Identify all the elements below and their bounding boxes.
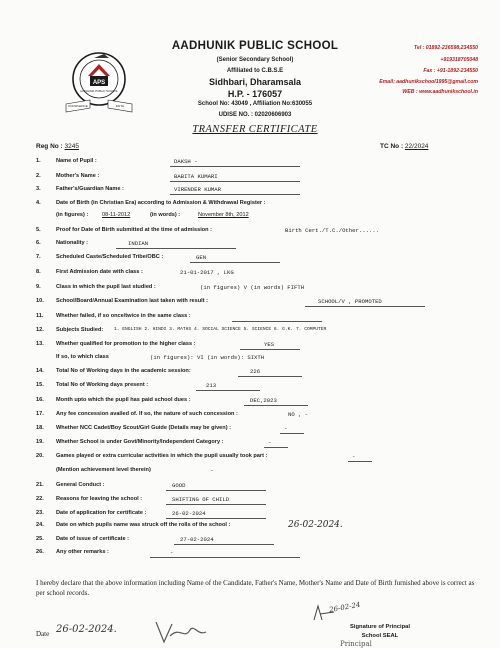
first-admission-value: 21-01-2017 , LKG <box>180 269 234 276</box>
field-row <box>0 496 500 508</box>
school-name: AADHUNIK PUBLIC SCHOOL <box>171 40 339 52</box>
field-row <box>0 411 500 423</box>
last-exam-value: SCHOOL/V , PROMOTED <box>318 298 382 305</box>
contact-tel2: +919318705048 <box>440 57 478 63</box>
reg-number <box>36 143 79 150</box>
field-row <box>0 298 500 310</box>
field-row <box>0 382 500 394</box>
field-number: 2. <box>36 173 41 179</box>
field-row <box>0 158 500 170</box>
field-row-sub <box>0 467 500 479</box>
field-row <box>0 453 500 465</box>
field-label: Scheduled Caste/Scheduled Tribe/OBC : <box>56 254 164 260</box>
field-number: 18. <box>36 425 44 431</box>
field-number: 8. <box>36 269 41 275</box>
field-row <box>0 269 500 281</box>
field-label: Reasons for leaving the school : <box>56 496 143 502</box>
dob-figures-value: 08-11-2012 <box>102 212 131 218</box>
father-name-value: VIRENDER KUMAR <box>174 186 221 193</box>
field-label: Date on which pupils name was struck off the rolls of the school : <box>56 522 231 528</box>
days-present-value: 213 <box>206 382 217 389</box>
field-row <box>0 240 500 252</box>
field-label: Whether School is under Govt/Minority/Independent Category : <box>56 439 224 445</box>
field-number: 20. <box>36 453 44 459</box>
field-number: 22. <box>36 496 44 502</box>
field-label: Date of application for certificate : <box>56 510 147 516</box>
field-number: 3. <box>36 186 41 192</box>
tc-label: TC No : <box>380 143 404 150</box>
field-label: School/Board/Annual Examination last taken with result : <box>56 298 208 304</box>
field-row <box>0 200 500 212</box>
certificate-title: TRANSFER CERTIFICATE <box>192 124 318 135</box>
field-number: 21. <box>36 482 44 488</box>
school-affiliation: Affiliated to C.B.S.E <box>226 68 284 74</box>
field-label: Date of Birth (in Christian Era) according to Admission & Withdrawal Register : <box>56 200 266 206</box>
field-label: Games played or extra curricular activities in which the pupil usually took part : <box>56 453 268 459</box>
field-row <box>0 173 500 185</box>
udise-number: UDISE NO. : 02020606903 <box>218 112 292 118</box>
school-subtitle: (Senior Secondary School) <box>216 57 294 63</box>
contact-fax: Fax : +91-1892-234550 <box>423 68 478 74</box>
field-label: Month upto which the pupil has paid school dues : <box>56 397 191 403</box>
field-row <box>0 482 500 494</box>
application-date-value: 26-02-2024 <box>172 510 206 517</box>
contact-email: Email: aadhunikschool1995@gmail.com <box>379 79 478 85</box>
field-row <box>0 397 500 409</box>
field-row <box>0 536 500 548</box>
category-value: GEN <box>196 254 207 261</box>
field-label: General Conduct : <box>56 482 105 488</box>
field-label: Whether NCC Cadet/Boy Scout/Girl Guide (Details may be given) : <box>56 425 231 431</box>
field-row <box>0 186 500 198</box>
field-number: 26. <box>36 549 44 555</box>
achievement-label: (Mention achievement level therein) <box>56 467 151 473</box>
school-logo <box>60 46 138 120</box>
field-label: Proof for Date of Birth submitted at the time of admission : <box>56 227 213 233</box>
class-teacher-signature <box>150 616 210 646</box>
field-label: Whether qualified for promotion to the higher class : <box>56 341 196 347</box>
field-number: 12. <box>36 327 44 333</box>
field-number: 11. <box>36 313 44 319</box>
field-label: Total No of Working days present : <box>56 382 149 388</box>
school-category-value: - <box>268 439 272 446</box>
tc-number <box>380 143 428 150</box>
field-label: Father's/Guardian Name : <box>56 186 124 192</box>
tc-value: 22/2024 <box>404 143 429 150</box>
principal-stamp: Principal <box>340 640 372 648</box>
field-number: 13. <box>36 341 44 347</box>
field-row <box>0 549 500 561</box>
contact-web: WEB : www.aadhunikschool.in <box>402 89 478 95</box>
dob-words-label: (in words) : <box>150 212 181 218</box>
reg-label: Reg No : <box>36 143 63 150</box>
field-row <box>0 510 500 522</box>
field-label: Any other remarks : <box>56 549 109 555</box>
field-row <box>0 425 500 437</box>
field-label: Total No of Working days in the academic session: <box>56 368 191 374</box>
field-number: 25. <box>36 536 44 542</box>
school-location: Sidhbari, Dharamsala <box>208 77 302 87</box>
ncc-value: - <box>284 425 288 432</box>
dob-words-value: November 8th, 2012 <box>198 212 249 218</box>
field-row <box>0 439 500 451</box>
field-number: 1. <box>36 158 41 164</box>
dob-proof-value: Birth Cert./T.C./Other...... <box>285 227 379 234</box>
field-label: First Admission date with class : <box>56 269 143 275</box>
issue-date-value: 27-02-2024 <box>180 536 214 543</box>
field-number: 19. <box>36 439 44 445</box>
leaving-reason-value: SHIFTING OF CHILD <box>172 496 230 503</box>
logo-banner-right: FAITH <box>115 104 125 108</box>
signature-title: Signature of Principal <box>350 624 410 630</box>
field-label: Whether failed, if so once/twice in the same class : <box>56 313 191 319</box>
dues-paid-value: DEC,2023 <box>250 397 277 404</box>
subjects-value: 1. ENGLISH 2. HINDI 3. MATHS 4. SOCIAL SCIENCE 5. SCIENCE 6. G.K. 7. COMPUTER <box>114 327 327 332</box>
field-label: Date of issue of certificate : <box>56 536 130 542</box>
fee-concession-value: NO , - <box>288 411 309 418</box>
remarks-value: - <box>170 549 174 556</box>
field-label: Mother's Name : <box>56 173 100 179</box>
field-number: 24. <box>36 522 44 528</box>
principal-sign-stroke <box>312 604 342 622</box>
date-label: Date <box>36 630 50 638</box>
field-number: 4. <box>36 200 41 206</box>
field-label: Subjects Studied: <box>56 327 104 333</box>
field-number: 23. <box>36 510 44 516</box>
school-numbers: School No: 43049 , Affiliation No:630055 <box>197 101 313 107</box>
school-seal: School SEAL <box>361 633 399 639</box>
field-number: 5. <box>36 227 41 233</box>
achievement-value: - <box>210 467 214 474</box>
field-label: Class in which the pupil last studied : <box>56 284 156 290</box>
field-number: 6. <box>36 240 41 246</box>
games-value: - <box>352 453 356 460</box>
contact-tel: Tel : 01892-236598,234550 <box>413 45 478 51</box>
pupil-name-value: DAKSH - <box>174 158 198 165</box>
reg-value: 3245 <box>64 143 80 150</box>
logo-banner-left: KNOWLEDGE <box>68 104 88 108</box>
field-number: 15. <box>36 382 44 388</box>
field-label: Any fee concession availed of. If so, the nature of such concession : <box>56 411 238 417</box>
last-class-value: (in figures) V (in words) FIFTH <box>200 284 305 291</box>
field-row <box>0 368 500 380</box>
field-number: 16. <box>36 397 44 403</box>
field-row <box>0 327 500 339</box>
principal-sign-date: 26-02-24 <box>328 600 361 615</box>
field-number: 14. <box>36 368 44 374</box>
struck-off-date-value: 26-02-2024. <box>288 520 343 530</box>
field-row <box>0 313 500 325</box>
nationality-value: INDIAN <box>128 240 149 247</box>
field-label: Nationality : <box>56 240 89 246</box>
working-days-value: 226 <box>250 368 261 375</box>
conduct-value: GOOD <box>172 482 186 489</box>
field-number: 7. <box>36 254 41 260</box>
logo-initials: APS <box>92 80 106 86</box>
school-pin: H.P. - 176057 <box>227 89 283 99</box>
field-row-sub <box>0 212 500 224</box>
promotion-class-value: (in figures): VI (in words): SIXTH <box>150 354 265 361</box>
promotion-value: YES <box>264 341 275 348</box>
field-row <box>0 227 500 239</box>
logo-ring-text: AADHUNIK PUBLIC SCHOOL <box>80 89 118 93</box>
field-number: 10. <box>36 298 44 304</box>
dob-figures-label: (in figures) : <box>56 212 89 218</box>
field-label: Name of Pupil : <box>56 158 97 164</box>
field-number: 17. <box>36 411 44 417</box>
field-row <box>0 254 500 266</box>
promotion-class-label: If so, to which class <box>56 354 109 360</box>
field-row <box>0 341 500 353</box>
date-value: 26-02-2024. <box>56 624 117 635</box>
field-row-sub <box>0 354 500 366</box>
field-row <box>0 522 500 534</box>
declaration-text: I hereby declare that the above information including Name of the Candidate, Father's Name, Mother's Name and Date of Birth furnished above is correct as per school records. <box>36 579 475 597</box>
field-number: 9. <box>36 284 41 290</box>
field-row <box>0 284 500 296</box>
mother-name-value: BABITA KUMARI <box>174 173 218 180</box>
